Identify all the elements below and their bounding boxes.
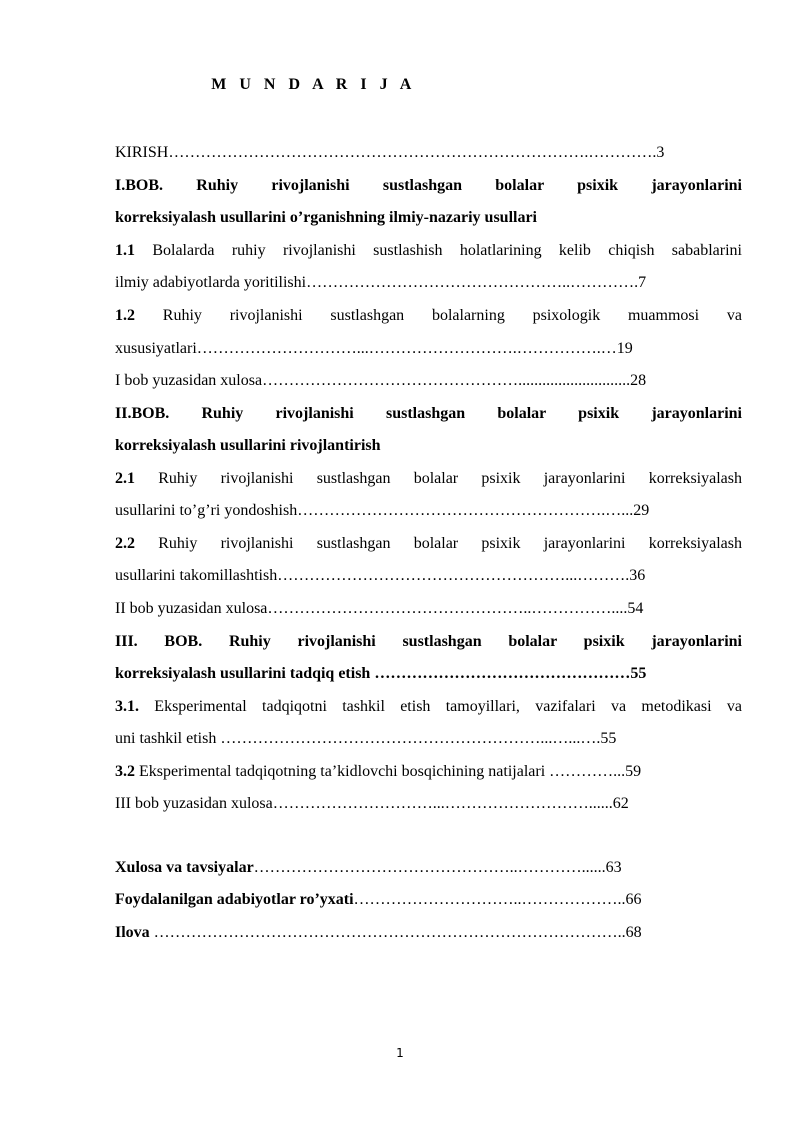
page-title: M U N D A R I J A [211, 76, 416, 93]
page-number: 1 [396, 1046, 404, 1060]
toc-chapter-1-title: I.BOB. Ruhiy rivojlanishi sustlashgan bolalar psixik jarayonlarini [115, 177, 742, 194]
toc-section-2-2-cont: usullarini takomillashtish………………………………………………...……….36 [115, 567, 646, 584]
toc-entry-title: Foydalanilgan adabiyotlar ro’yxati [115, 891, 354, 908]
toc-section-text: Bolalarda ruhiy rivojlanishi sustlashish holatlarining kelib chiqish sabablarini [135, 242, 742, 259]
toc-section-3-2 [115, 762, 742, 782]
toc-entry-leader: …………………………………………..…………......63 [253, 859, 622, 876]
toc-entry-conclusions [115, 858, 742, 878]
toc-chapter-3-title-cont: korreksiyalash usullarini tadqiq etish …………………………………………55 [115, 665, 647, 682]
toc-section-2-1-cont: usullarini to’g’ri yondoshish………………………………………………….…...29 [115, 502, 650, 519]
toc-section-3-1-cont: uni tashkil etish ……………………………………………………...…...….55 [115, 730, 617, 747]
toc-chapter-2-title-cont: korreksiyalash usullarini rivojlantirish [115, 437, 381, 454]
toc-section-text: Ruhiy rivojlanishi sustlashgan bolalar psixik jarayonlarini korreksiyalash [135, 535, 742, 552]
toc-section-2-2 [115, 534, 742, 554]
toc-section-1-1 [115, 241, 742, 261]
toc-entry-leader: …………………………..………………..66 [353, 891, 642, 908]
toc-section-number: 2.2 [115, 535, 135, 552]
toc-section-number: 3.1. [115, 698, 139, 715]
toc-entry-leader: ……………………………………………………………………………..68 [149, 924, 642, 941]
toc-chapter-2-conclusion: II bob yuzasidan xulosa…………………………………………..……………....54 [115, 600, 644, 617]
toc-section-3-1 [115, 697, 742, 717]
toc-chapter-2-title: II.BOB. Ruhiy rivojlanishi sustlashgan bolalar psixik jarayonlarini [115, 405, 742, 422]
toc-section-number: 3.2 [115, 763, 135, 780]
toc-chapter-1-title-cont: korreksiyalash usullarini o’rganishning ilmiy-nazariy usullari [115, 209, 537, 226]
toc-entry-bibliography [115, 890, 742, 910]
toc-section-number: 1.1 [115, 242, 135, 259]
toc-entry-kirish: KIRISH…………………………………………………………………….………….3 [115, 144, 665, 161]
toc-section-number: 2.1 [115, 470, 135, 487]
toc-section-text: Ruhiy rivojlanishi sustlashgan bolalarning psixologik muammosi va [135, 307, 742, 324]
toc-section-text: Eksperimental tadqiqotni tashkil etish tamoyillari, vazifalari va metodikasi va [139, 698, 742, 715]
toc-entry-title: Ilova [115, 924, 150, 941]
toc-entry-appendix [115, 923, 742, 943]
toc-section-text: Ruhiy rivojlanishi sustlashgan bolalar psixik jarayonlarini korreksiyalash [135, 470, 742, 487]
toc-entry-title: Xulosa va tavsiyalar [115, 859, 254, 876]
toc-section-1-1-cont: ilmiy adabiyotlarda yoritilishi…………………………………………..………….7 [115, 274, 647, 291]
toc-chapter-3-conclusion: III bob yuzasidan xulosa…………………………...………………………......62 [115, 795, 629, 812]
toc-section-2-1 [115, 469, 742, 489]
toc-section-1-2 [115, 306, 742, 326]
toc-section-number: 1.2 [115, 307, 135, 324]
toc-section-1-2-cont: xususiyatlari…………………………...……………………….…………….…19 [115, 340, 633, 357]
toc-chapter-1-conclusion: I bob yuzasidan xulosa…………………………………………............................28 [115, 372, 647, 389]
toc-chapter-3-title: III. BOB. Ruhiy rivojlanishi sustlashgan bolalar psixik jarayonlarini [115, 633, 742, 650]
toc-section-text: Eksperimental tadqiqotning ta’kidlovchi bosqichining natijalari …………...59 [135, 763, 642, 780]
